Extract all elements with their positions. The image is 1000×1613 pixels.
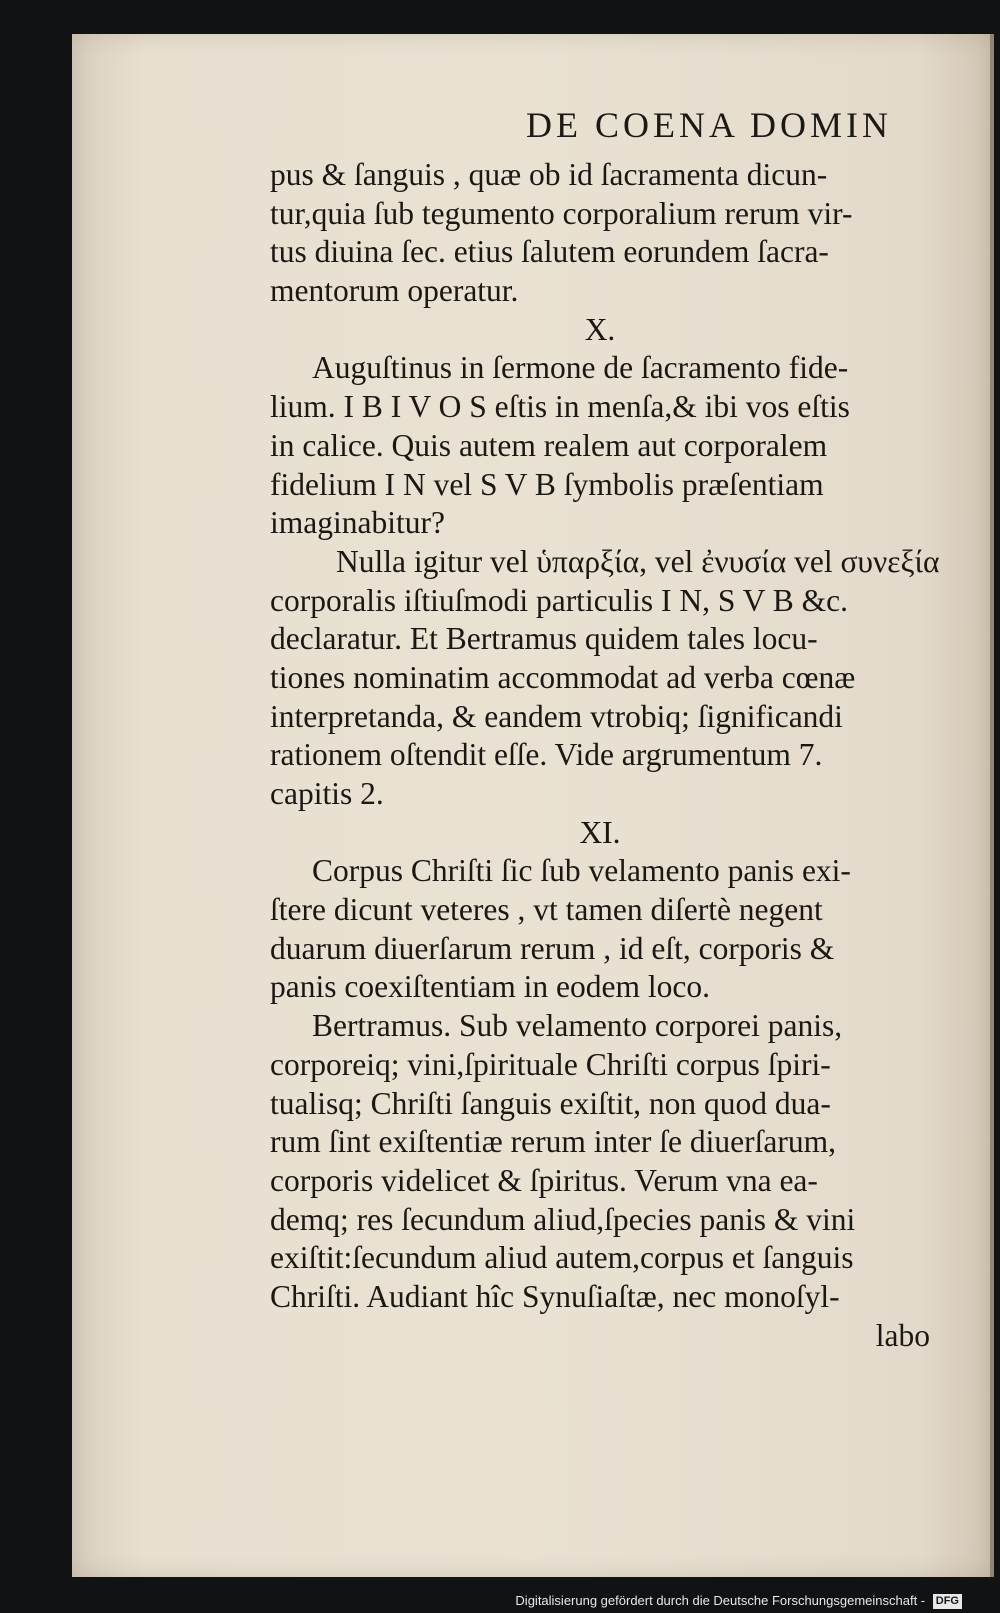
text-line: rum ſint exiſtentiæ rerum inter ſe diuerſarum, [270,1124,836,1160]
running-head: DE COENA DOMIN [526,105,892,145]
text-line: Chriſti. Audiant hîc Synuſiaſtæ, nec monoſyl- [270,1278,840,1314]
text-line: tur,quia ſub tegumento corporalium rerum vir- [270,195,853,231]
text-line: mentorum operatur. [270,273,519,309]
text-line: fidelium I N vel S V B ſymbolis præſentiam [270,466,824,502]
catchword: labo [875,1317,930,1353]
page-edge [990,34,994,1577]
text-line: Bertramus. Sub velamento corporei panis, [312,1008,843,1044]
text-line: capitis 2. [270,776,384,811]
text-line: tualisq; Chriſti ſanguis exiſtit, non quod dua- [270,1085,831,1121]
text-line: demq; res ſecundum aliud,ſpecies panis & vini [270,1201,856,1237]
dfg-logo: DFG [933,1594,962,1609]
body-text [270,156,940,1355]
section-number: XI. [579,814,621,850]
text-line: Corpus Chriſti ſic ſub velamento panis exi- [312,853,851,889]
text-line: rationem oſtendit eſſe. Vide argrumentum 7. [270,737,823,773]
text-line: ſtere dicunt veteres , vt tamen diſertè negent [270,892,823,928]
text-line: interpretanda, & eandem vtrobiq; ſignificandi [270,698,843,734]
text-line: Auguſtinus in ſermone de ſacramento fide- [312,350,849,386]
text-line: pus & ſanguis , quæ ob id ſacramenta dicun- [270,157,828,192]
text-line: Nulla igitur vel ὑπαρξία, vel ἐνυσία vel συνεξία [336,543,940,579]
digitization-credit [515,1593,962,1609]
text-line: panis coexiſtentiam in eodem loco. [270,969,711,1005]
text-line: corporeiq; vini,ſpirituale Chriſti corpus ſpiri- [270,1046,831,1082]
text-line: in calice. Quis autem realem aut corporalem [270,427,828,463]
text-line: tus diuina ſec. etius ſalutem eorundem ſacra- [270,234,829,270]
text-line: lium. I B I V O S eſtis in menſa,& ibi vos eſtis [270,389,850,425]
text-line: corporis videlicet & ſpiritus. Verum vna ea- [270,1162,818,1198]
section-number: X. [584,311,616,347]
text-line: corporalis iſtiuſmodi particulis I N, S V B &c. [270,582,849,618]
text-line: tiones nominatim accommodat ad verba cœnæ [270,659,856,695]
text-line: duarum diuerſarum rerum , id eſt, corporis & [270,930,835,966]
credit-text: Digitalisierung gefördert durch die Deutsche Forschungsgemeinschaft - [515,1592,926,1608]
text-line: exiſtit:ſecundum aliud autem,corpus et ſanguis [270,1240,854,1276]
text-line: declaratur. Et Bertramus quidem tales locu- [270,621,818,657]
text-line: imaginabitur? [270,505,445,541]
book-page [72,34,994,1577]
